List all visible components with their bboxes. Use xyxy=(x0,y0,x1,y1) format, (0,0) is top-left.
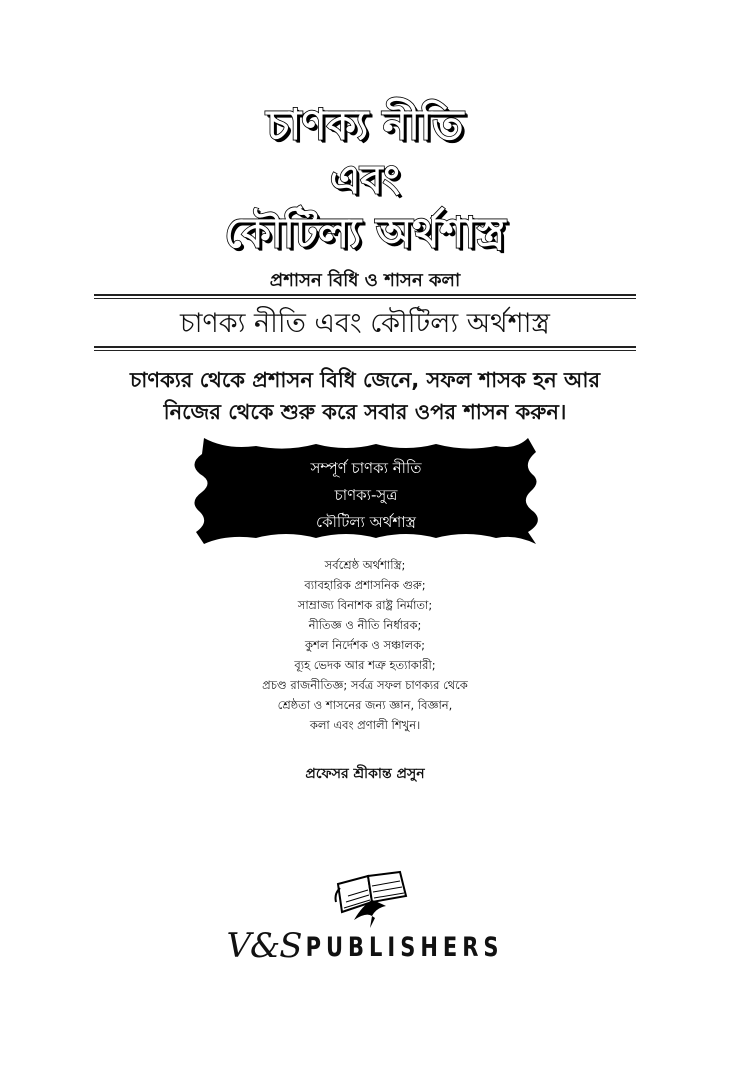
author-name: প্রফেসর শ্রীকান্ত প্রসুন xyxy=(305,766,425,782)
list-item: সাম্রাজ্য বিনাশক রাষ্ট্র নির্মাতা; xyxy=(297,598,433,612)
divider-bottom xyxy=(94,346,636,351)
title-line-3: কৌটিল্য অর্থশাস্ত্র xyxy=(224,208,506,257)
list-item: কুশল নির্দেশক ও সঞ্চালক; xyxy=(305,638,425,652)
contents-item-2: চাণক্য-সুত্র xyxy=(334,486,398,504)
list-item: ব্যূহ ভেদক আর শত্রু হত্যাকারী; xyxy=(294,658,436,672)
list-item: নীতিজ্ঞ ও নীতি নির্ধারক; xyxy=(308,618,422,632)
banner-title: চাণক্য নীতি এবং কৌটিল্য অর্থশাস্ত্র xyxy=(180,308,550,339)
contents-item-1: সম্পূর্ণ চাণক্য নীতি xyxy=(310,459,422,477)
list-item: শ্রেষ্ঠতা ও শাসনের জন্য জ্ঞান, বিজ্ঞান, xyxy=(277,698,453,712)
feature-list xyxy=(0,555,730,735)
book-bird-logo-icon xyxy=(328,862,418,932)
title-line-2: এবং xyxy=(330,156,400,203)
tagline-line-1: চাণক্যর থেকে প্রশাসন বিধি জেনে, সফল শাসক হন আর xyxy=(129,368,601,392)
list-item: সর্বশ্রেষ্ঠ অর্থশাস্ত্রি; xyxy=(324,558,406,572)
list-item: প্রচণ্ড রাজনীতিজ্ঞ; সর্বত্র সফল চাণক্যর থেকে xyxy=(262,678,468,692)
title-line-1: চাণক্য নীতি xyxy=(266,100,464,149)
list-item: ব্যাবহারিক প্রশাসনিক গুরু; xyxy=(304,578,426,592)
subtitle: প্রশাসন বিধি ও শাসন কলা xyxy=(269,270,461,291)
publisher-name: PUBLISHERS xyxy=(305,932,504,962)
publisher-mark: V&S xyxy=(226,926,302,966)
list-item: কলা এবং প্রণালী শিখুন। xyxy=(309,718,421,732)
tagline-line-2: নিজের থেকে শুরু করে সবার ওপর শাসন করুন। xyxy=(163,400,567,424)
publisher-logo xyxy=(0,926,730,966)
contents-item-3: কৌটিল্য অর্থশাস্ত্র xyxy=(316,513,416,531)
divider-top xyxy=(94,294,636,299)
